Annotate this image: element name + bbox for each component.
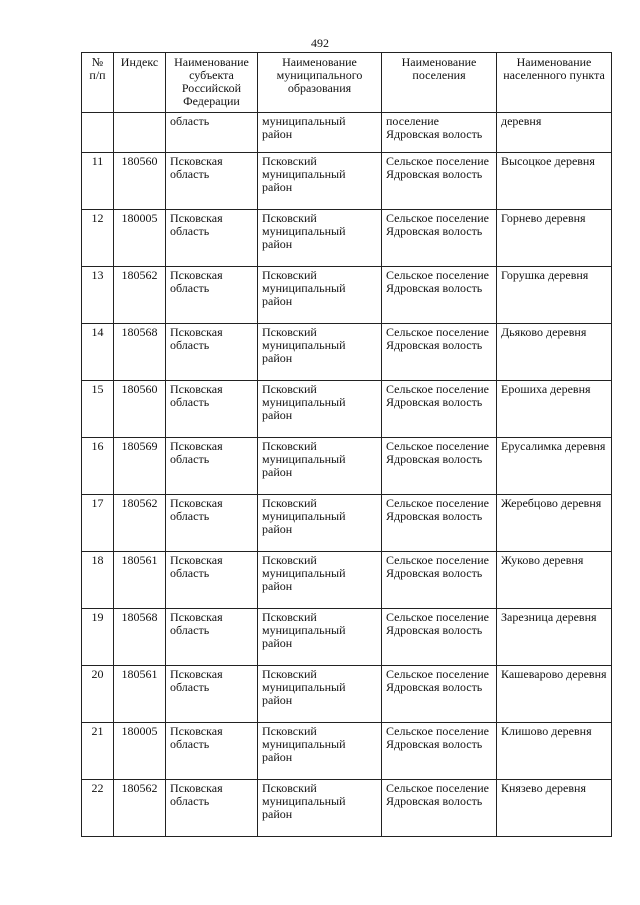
cell-locality: Высоцкое деревня (497, 153, 612, 210)
cell-num: 13 (82, 267, 114, 324)
cell-subject: Псковская область (166, 723, 258, 780)
cell-num: 17 (82, 495, 114, 552)
table-row (82, 438, 612, 495)
header-subject: Наименование субъекта Российской Федерации (166, 53, 258, 113)
header-locality: Наименование населенного пункта (497, 53, 612, 113)
cell-subject: Псковская область (166, 609, 258, 666)
cell-index: 180561 (114, 552, 166, 609)
cell-index: 180562 (114, 495, 166, 552)
cell-index: 180005 (114, 210, 166, 267)
cell-locality: деревня (497, 113, 612, 153)
cell-num: 12 (82, 210, 114, 267)
header-municipality: Наименование муниципального образования (258, 53, 382, 113)
cell-num: 19 (82, 609, 114, 666)
cell-settlement: поселение Ядровская волость (382, 113, 497, 153)
cell-locality: Кашеварово деревня (497, 666, 612, 723)
cell-index: 180562 (114, 267, 166, 324)
cell-settlement: Сельское поселение Ядровская волость (382, 723, 497, 780)
cell-num (82, 113, 114, 153)
table-row (82, 552, 612, 609)
cell-municipality: Псковский муниципальный район (258, 210, 382, 267)
cell-locality: Ерусалимка деревня (497, 438, 612, 495)
cell-subject: Псковская область (166, 210, 258, 267)
cell-municipality: Псковский муниципальный район (258, 324, 382, 381)
cell-subject: Псковская область (166, 495, 258, 552)
table-row (82, 495, 612, 552)
cell-subject: область (166, 113, 258, 153)
cell-num: 16 (82, 438, 114, 495)
table-header-row (82, 53, 612, 113)
table-row (82, 153, 612, 210)
cell-locality: Ерошиха деревня (497, 381, 612, 438)
table-row (82, 780, 612, 837)
cell-index (114, 113, 166, 153)
header-index: Индекс (114, 53, 166, 113)
cell-num: 21 (82, 723, 114, 780)
cell-municipality: Псковский муниципальный район (258, 381, 382, 438)
cell-settlement: Сельское поселение Ядровская волость (382, 609, 497, 666)
cell-num: 15 (82, 381, 114, 438)
cell-settlement: Сельское поселение Ядровская волость (382, 267, 497, 324)
cell-settlement: Сельское поселение Ядровская волость (382, 666, 497, 723)
table-row (82, 210, 612, 267)
cell-locality: Зарезница деревня (497, 609, 612, 666)
cell-settlement: Сельское поселение Ядровская волость (382, 552, 497, 609)
cell-index: 180005 (114, 723, 166, 780)
cell-municipality: Псковский муниципальный район (258, 723, 382, 780)
cell-settlement: Сельское поселение Ядровская волость (382, 153, 497, 210)
cell-index: 180560 (114, 153, 166, 210)
cell-settlement: Сельское поселение Ядровская волость (382, 780, 497, 837)
cell-subject: Псковская область (166, 552, 258, 609)
table-row (82, 381, 612, 438)
cell-settlement: Сельское поселение Ядровская волость (382, 495, 497, 552)
cell-num: 22 (82, 780, 114, 837)
cell-subject: Псковская область (166, 153, 258, 210)
cell-municipality: Псковский муниципальный район (258, 438, 382, 495)
cell-locality: Жеребцово деревня (497, 495, 612, 552)
table-row (82, 723, 612, 780)
cell-locality: Князево деревня (497, 780, 612, 837)
table-row (82, 324, 612, 381)
cell-subject: Псковская область (166, 780, 258, 837)
table-row (82, 267, 612, 324)
page-number: 492 (311, 36, 329, 50)
cell-index: 180569 (114, 438, 166, 495)
header-num: № п/п (82, 53, 114, 113)
cell-subject: Псковская область (166, 381, 258, 438)
cell-index: 180568 (114, 609, 166, 666)
cell-locality: Дьяково деревня (497, 324, 612, 381)
cell-locality: Горушка деревня (497, 267, 612, 324)
cell-municipality: Псковский муниципальный район (258, 153, 382, 210)
table-row (82, 609, 612, 666)
cell-settlement: Сельское поселение Ядровская волость (382, 381, 497, 438)
continuation-row (82, 113, 612, 153)
cell-index: 180560 (114, 381, 166, 438)
cell-municipality: Псковский муниципальный район (258, 609, 382, 666)
cell-subject: Псковская область (166, 267, 258, 324)
cell-num: 20 (82, 666, 114, 723)
cell-locality: Клишово деревня (497, 723, 612, 780)
cell-num: 18 (82, 552, 114, 609)
localities-table (81, 52, 612, 837)
table-row (82, 666, 612, 723)
cell-municipality: Псковский муниципальный район (258, 780, 382, 837)
cell-municipality: Псковский муниципальный район (258, 495, 382, 552)
cell-settlement: Сельское поселение Ядровская волость (382, 210, 497, 267)
cell-subject: Псковская область (166, 438, 258, 495)
cell-locality: Горнево деревня (497, 210, 612, 267)
cell-locality: Жуково деревня (497, 552, 612, 609)
cell-municipality: Псковский муниципальный район (258, 552, 382, 609)
cell-num: 11 (82, 153, 114, 210)
cell-settlement: Сельское поселение Ядровская волость (382, 324, 497, 381)
cell-num: 14 (82, 324, 114, 381)
cell-municipality: муниципальный район (258, 113, 382, 153)
cell-municipality: Псковский муниципальный район (258, 267, 382, 324)
cell-subject: Псковская область (166, 324, 258, 381)
cell-subject: Псковская область (166, 666, 258, 723)
cell-index: 180568 (114, 324, 166, 381)
cell-index: 180562 (114, 780, 166, 837)
cell-settlement: Сельское поселение Ядровская волость (382, 438, 497, 495)
cell-index: 180561 (114, 666, 166, 723)
header-settlement: Наименование поселения (382, 53, 497, 113)
cell-municipality: Псковский муниципальный район (258, 666, 382, 723)
